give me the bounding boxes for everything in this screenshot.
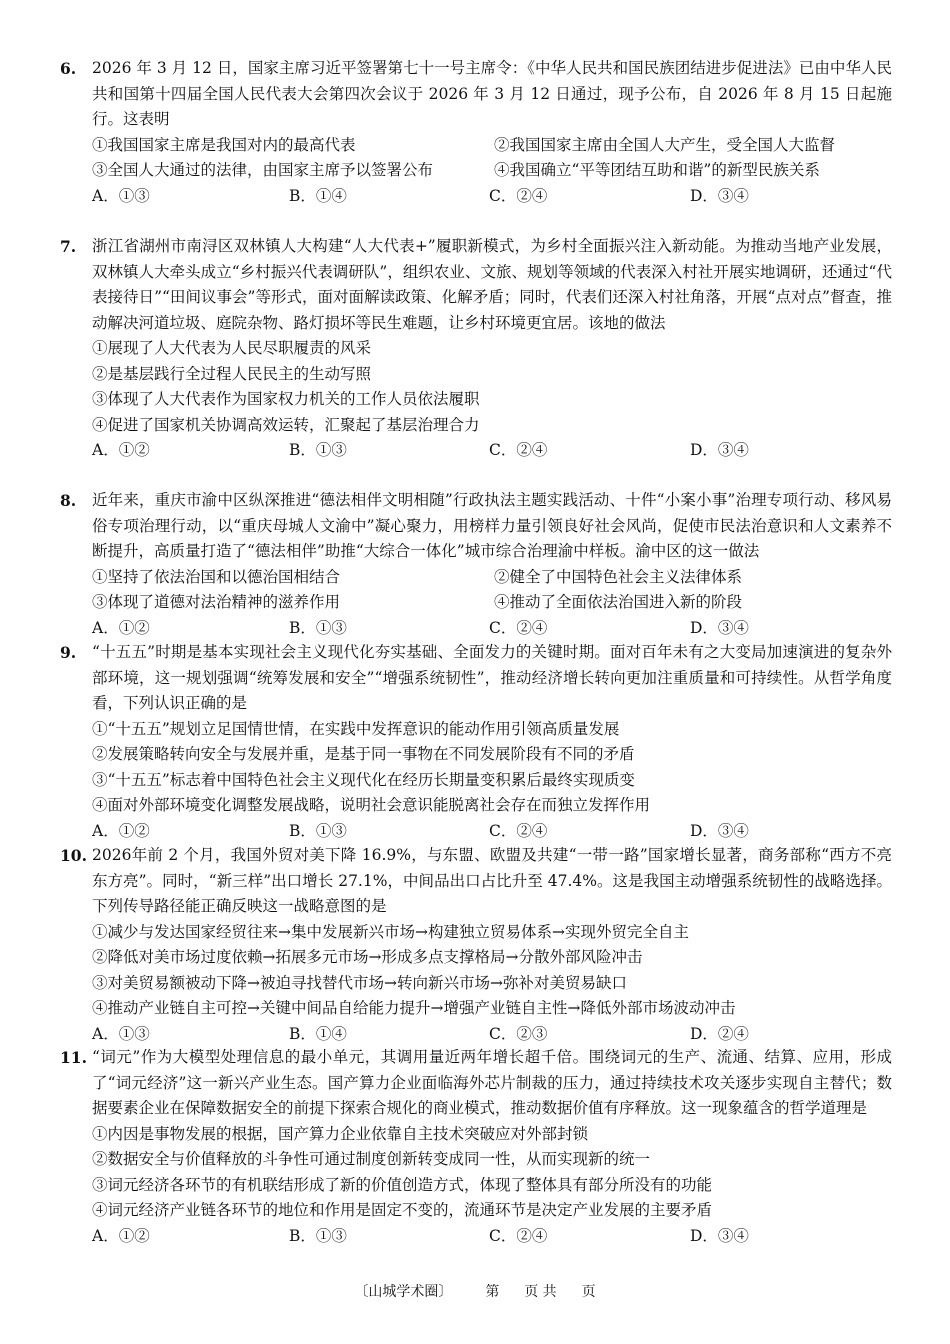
question-stem: 2026 年 3 月 12 日，国家主席习近平签署第七十一号主席令：《中华人民共和国民族团结进步促进法》已由中华人民共和国第十四届全国人民代表大会第四次会议于 2026 年 3 月 12 日通过，现予公布，自 2026 年 8 月 15 日起施行。这表明 — [92, 59, 892, 128]
option-1: ①内因是事物发展的根据，国产算力企业依靠自主技术突破应对外部封锁 — [92, 1124, 589, 1143]
option-list — [92, 133, 892, 184]
choice-c: C．②④ — [489, 618, 548, 637]
option-2: ②我国国家主席由全国人大产生，受全国人大监督 — [494, 135, 836, 154]
page-footer — [0, 1282, 950, 1302]
question-9 — [60, 640, 892, 844]
choice-a: A．①③ — [92, 186, 150, 205]
answer-choices — [92, 819, 892, 845]
answer-choices — [92, 438, 892, 464]
choice-a: A．①② — [92, 821, 150, 840]
answer-choices — [92, 616, 892, 642]
question-stem: 2026年前 2 个月，我国外贸对美下降 16.9%，与东盟、欧盟及共建“一带一路”国家增长显著，商务部称“西方不亮东方亮”。同时，“新三样”出口增长 27.1%，中间品出口占比升至 47.4%。这是我国主动增强系统韧性的战略选择。下列传导路径能正确反映这一战略意图的是 — [92, 846, 892, 915]
option-list — [92, 565, 892, 616]
question-stem: “词元”作为大模型处理信息的最小单元，其调用量近两年增长超千倍。围绕词元的生产、流通、结算、应用，形成了“词元经济”这一新兴产业生态。国产算力企业面临海外芯片制裁的压力，通过持续技术攻关逐步实现自主替代；数据要素企业在保障数据安全的前提下探索合规化的商业模式，推动数据价值有序释放。这一现象蕴含的哲学道理是 — [92, 1048, 892, 1117]
question-stem: 浙江省湖州市南浔区双林镇人大构建“人大代表+”履职新模式，为乡村全面振兴注入新动能。为推动当地产业发展，双林镇人大牵头成立“乡村振兴代表调研队”，组织农业、文旅、规划等领域的代表深入村社开展实地调研，还通过“代表接待日”“田间议事会”等形式，面对面解读政策、化解矛盾；同时，代表们还深入村社角落，开展“点对点”督查，推动解决河道垃圾、庭院杂物、路灯损坏等民生难题，让乡村环境更宜居。该地的做法 — [92, 237, 892, 332]
choice-b: B．①③ — [289, 1226, 347, 1245]
choice-a: A．①② — [92, 618, 150, 637]
footer-source: 〔山城学术圈〕 — [354, 1284, 453, 1300]
choice-c: C．②④ — [489, 441, 548, 459]
question-number: 7. — [60, 237, 77, 256]
option-3: ③全国人大通过的法律，由国家主席予以签署公布 — [92, 161, 434, 179]
option-2: ②是基层践行全过程人民民主的生动写照 — [92, 364, 372, 383]
option-3: ③体现了人大代表作为国家权力机关的工作人员依法履职 — [92, 390, 480, 408]
choice-b: B．①③ — [289, 618, 347, 637]
question-number: 6. — [60, 59, 77, 78]
option-3: ③对美贸易额被动下降→被迫寻找替代市场→转向新兴市场→弥补对美贸易缺口 — [92, 973, 627, 992]
question-number: 9. — [60, 643, 77, 662]
option-4: ④促进了国家机关协调高效运转，汇聚起了基层治理合力 — [92, 415, 480, 434]
option-4: ④我国确立“平等团结互助和谐”的新型民族关系 — [494, 161, 820, 179]
option-4: ④推动了全面依法治国进入新的阶段 — [494, 593, 743, 611]
option-1: ①“十五五”规划立足国情世情，在实践中发挥意识的能动作用引领高质量发展 — [92, 719, 620, 738]
choice-b: B．①④ — [289, 1024, 347, 1043]
choice-a: A．①② — [92, 441, 150, 459]
choice-d: D．②④ — [690, 1024, 749, 1043]
footer-page-suffix: 页 — [581, 1284, 596, 1300]
answer-choices — [92, 1224, 892, 1250]
option-2: ②发展策略转向安全与发展并重，是基于同一事物在不同发展阶段有不同的矛盾 — [92, 745, 635, 763]
option-3: ③词元经济各环节的有机联结形成了新的价值创造方式，体现了整体具有部分所没有的功能 — [92, 1175, 713, 1194]
choice-c: C．②③ — [489, 1024, 548, 1043]
choice-b: B．①③ — [289, 441, 347, 459]
option-2: ②健全了中国特色社会主义法律体系 — [494, 567, 743, 586]
footer-page-middle: 页 共 — [524, 1284, 557, 1300]
question-number: 10. — [60, 846, 87, 865]
question-11 — [60, 1045, 892, 1249]
option-3: ③体现了道德对法治精神的滋养作用 — [92, 593, 341, 611]
question-stem: “十五五”时期是基本实现社会主义现代化夯实基础、全面发力的关键时期。面对百年未有之大变局加速演进的复杂外部环境，这一规划强调“统筹发展和安全”“增强系统韧性”，推动经济增长转向更加注重质量和可持续性。从哲学角度看，下列认识正确的是 — [92, 643, 892, 712]
question-8 — [60, 488, 892, 641]
choice-d: D．③④ — [690, 186, 749, 205]
option-1: ①我国国家主席是我国对内的最高代表 — [92, 135, 356, 154]
choice-b: B．①④ — [289, 186, 347, 205]
answer-choices — [92, 1022, 892, 1048]
choice-c: C．②④ — [489, 821, 548, 840]
option-1: ①坚持了依法治国和以德治国相结合 — [92, 567, 341, 586]
option-3: ③“十五五”标志着中国特色社会主义现代化在经历长期量变积累后最终实现质变 — [92, 770, 635, 789]
option-1: ①减少与发达国家经贸往来→集中发展新兴市场→构建独立贸易体系→实现外贸完全自主 — [92, 922, 689, 941]
choice-d: D．③④ — [690, 618, 749, 637]
choice-c: C．②④ — [489, 1226, 548, 1245]
question-6 — [60, 56, 892, 209]
option-2: ②数据安全与价值释放的斗争性可通过制度创新转变成同一性，从而实现新的统一 — [92, 1150, 651, 1168]
question-number: 11. — [60, 1048, 87, 1067]
option-4: ④推动产业链自主可控→关键中间品自给能力提升→增强产业链自主性→降低外部市场波动冲击 — [92, 999, 736, 1017]
choice-b: B．①③ — [289, 821, 347, 840]
choice-d: D．③④ — [690, 441, 749, 459]
answer-choices — [92, 184, 892, 210]
option-2: ②降低对美市场过度依赖→拓展多元市场→形成多点支撑格局→分散外部风险冲击 — [92, 948, 643, 966]
option-1: ①展现了人大代表为人民尽职履责的风采 — [92, 339, 372, 357]
option-4: ④面对外部环境变化调整发展战略，说明社会意识能脱离社会存在而独立发挥作用 — [92, 796, 651, 814]
choice-d: D．③④ — [690, 1226, 749, 1245]
footer-page-prefix: 第 — [485, 1284, 500, 1300]
question-7 — [60, 234, 892, 464]
question-stem: 近年来，重庆市渝中区纵深推进“德法相伴文明相随”行政执法主题实践活动、十件“小案小事”治理专项行动、移风易俗专项治理行动，以“重庆母城人文渝中”凝心聚力，用榜样力量引领良好社会风尚，促使市民法治意识和人文素养不断提升，高质量打造了“德法相伴”助推“大综合一体化”城市综合治理渝中样板。渝中区的这一做法 — [92, 491, 892, 560]
choice-c: C．②④ — [489, 186, 548, 205]
option-4: ④词元经济产业链各环节的地位和作用是固定不变的，流通环节是决定产业发展的主要矛盾 — [92, 1201, 713, 1219]
choice-a: A．①② — [92, 1226, 150, 1245]
choice-d: D．③④ — [690, 821, 749, 840]
question-number: 8. — [60, 491, 77, 510]
question-10 — [60, 843, 892, 1047]
choice-a: A．①③ — [92, 1024, 150, 1043]
